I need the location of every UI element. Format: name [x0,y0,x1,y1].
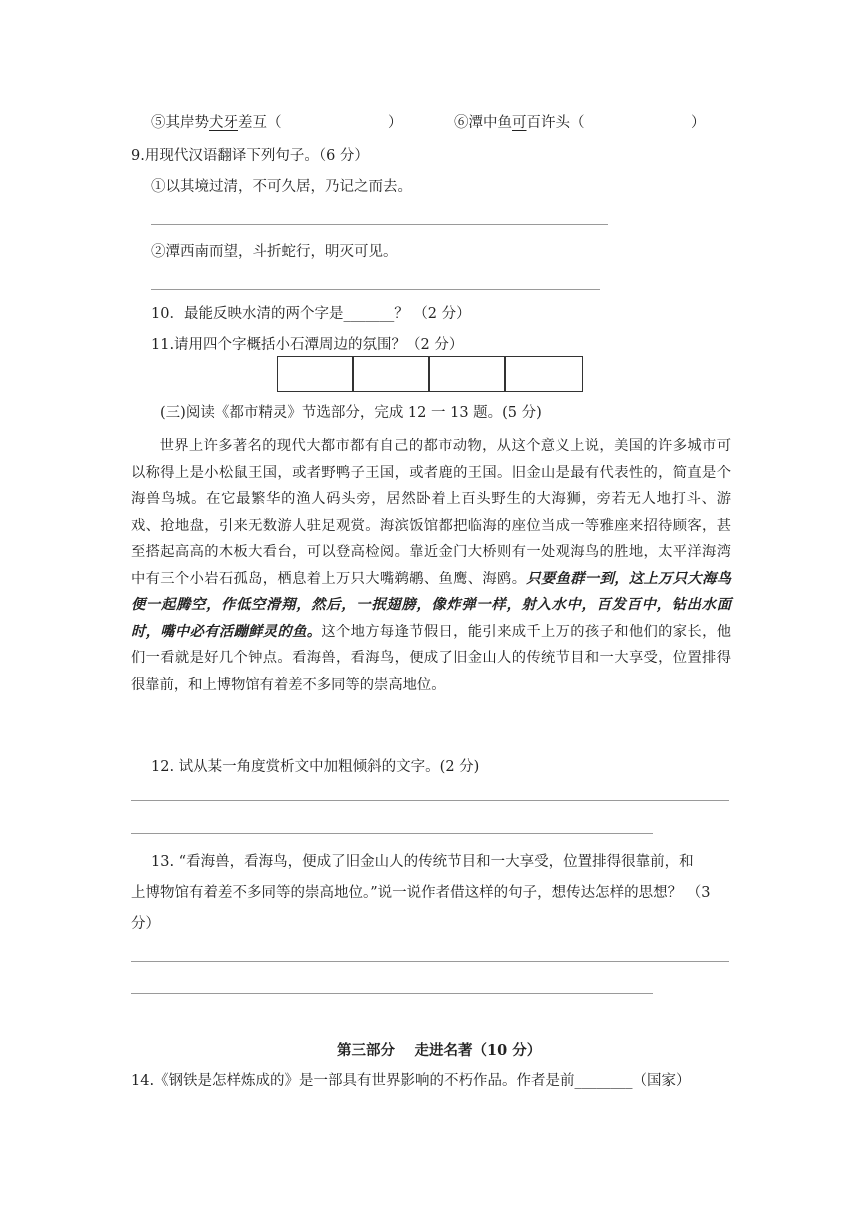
q8-item5-text: ⑤其岸势 [151,115,209,131]
q8-item5-close-paren: ） [388,115,403,131]
q9-sentence-1: ①以其境过清，不可久居，乃记之而去。 [151,179,412,195]
q8-item5-keyword: 犬牙 [209,115,238,131]
answer-line[interactable] [151,224,608,225]
answer-box[interactable] [353,356,429,392]
part3-heading: 第三部分 走进名著（10 分） [337,1042,542,1059]
q8-item6 [454,113,585,133]
q12-question: 12. 试从某一角度赏析文中加粗倾斜的文字。(2 分) [151,759,480,775]
q8-item6-text: ⑥潭中鱼 [454,115,512,131]
q13-question-line2: 上博物馆有着差不多同等的崇高地位。”说一说作者借这样的句子，想传达怎样的思想？ （3 [131,885,711,901]
passage-text: 世界上许多著名的现代大都市都有自己的都市动物，从这个意义上说，美国的许多城市可以称得上是小松鼠王国，或者野鸭子王国，或者鹿的王国。旧金山是最有代表性的，简直是个海兽鸟城。在它最繁华的渔人码头旁，居然卧着上百头野生的大海狮，旁若无人地打斗、游戏、抢地盘，引来无数游人驻足观赏。海滨饭馆都把临海的座位当成一等雅座来招待顾客，甚至搭起高高的木板大看台，可以登高检阅。靠近金门大桥则有一处观海鸟的胜地，太平洋海湾中有三个小岩石孤岛，栖息着上万只大嘴鹈鹕、鱼鹰、海鸥。 [131,438,731,587]
q8-item5-text-post: 差互（ [238,115,282,131]
passage-text-continued: 这个地方每逢节假日，能引来成千上万的孩子和他们的家长，他们一看就是好几个钟点。看海兽，看海鸟，便成了旧金山人的传统节目和一大享受，位置排得很靠前，和上博物馆有着差不多同等的崇高地位。 [131,623,732,693]
answer-line[interactable] [131,993,653,994]
q8-item5 [151,113,282,133]
q8-item6-keyword: 可 [512,115,527,131]
q9-sentence-2: ②潭西南而望，斗折蛇行，明灭可见。 [151,244,398,260]
q8-item6-close-paren: ） [691,115,706,131]
q9-title: 9.用现代汉语翻译下列句子。（6 分） [131,148,369,164]
answer-box[interactable] [429,356,505,392]
answer-line[interactable] [131,833,653,834]
answer-line[interactable] [131,800,729,801]
reading-passage [131,433,731,698]
answer-line[interactable] [131,961,729,962]
answer-box[interactable] [277,356,353,392]
q13-question-line1: 13. “看海兽，看海鸟，便成了旧金山人的传统节目和一大享受，位置排得很靠前，和 [151,854,694,870]
passage-bold-italic-text: 只要鱼群一到，这上万只大海鸟便一起腾空，作低空滑翔，然后，一抿翅膀，像炸弹一样，射入水中，百发百中，钻出水面时，嘴中必有活蹦鲜灵的鱼。 [131,570,732,640]
q11-question: 11.请用四个字概括小石潭周边的氛围？（2 分） [151,337,464,353]
q14-question: 14.《钢铁是怎样炼成的》是一部具有世界影响的不朽作品。作者是前________（国家） [131,1073,691,1089]
q10-question: 10．最能反映水清的两个字是_______？ （2 分） [151,306,471,322]
section3-intro: (三)阅读《都市精灵》节选部分，完成 12 一 13 题。(5 分) [160,405,542,421]
answer-box[interactable] [505,356,583,392]
q8-item6-text-post: 百许头（ [526,115,585,131]
q13-question-line3: 分） [131,916,160,932]
answer-line[interactable] [151,289,600,290]
